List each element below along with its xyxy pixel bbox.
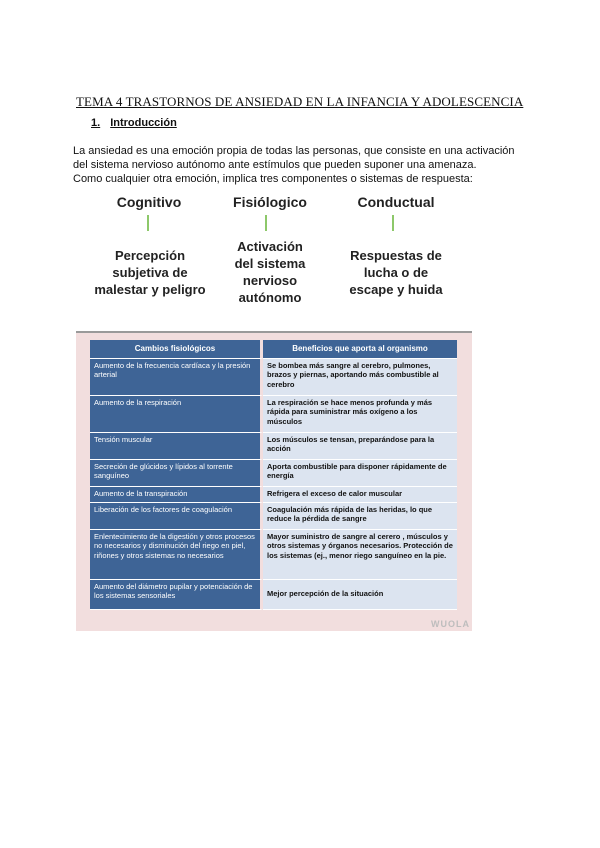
table-row (90, 503, 457, 530)
table-row (90, 580, 457, 610)
table-row (90, 460, 457, 487)
component-body-line: Respuestas de (350, 248, 442, 263)
intro-paragraph (73, 144, 533, 186)
component-body-cognitivo (70, 247, 230, 298)
table-cell: Aporta combustible para disponer rápidamente de energía (263, 460, 457, 487)
page-title: TEMA 4 TRASTORNOS DE ANSIEDAD EN LA INFANCIA Y ADOLESCENCIA (76, 94, 524, 109)
component-head: Conductual (357, 194, 435, 210)
section-label: Introducción (110, 117, 177, 129)
component-body-line: Percepción (114, 248, 186, 263)
table-cell: Secreción de glúcidos y lípidos al torrente sanguíneo (90, 460, 263, 487)
table-row (90, 433, 457, 460)
component-cognitivo (108, 194, 190, 210)
table-cell: Mayor suministro de sangre al cerero , músculos y otros sistemas y órganos necesarios. Protección de los sistemas (ej., menor riego sanguíneo en la pie. (263, 530, 457, 580)
component-body-line: nervioso (242, 273, 298, 288)
component-body-line: del sistema (234, 256, 306, 271)
table-cell: Refrigera el exceso de calor muscular (263, 487, 457, 503)
table-row (90, 396, 457, 433)
response-components-diagram (60, 192, 480, 312)
table-cell: Aumento de la frecuencia cardíaca y la presión arterial (90, 359, 263, 396)
table-cell: Aumento del diámetro pupilar y potenciación de los sistemas sensoriales (90, 580, 263, 610)
table-row (90, 487, 457, 503)
table-cell: Los músculos se tensan, preparándose para la acción (263, 433, 457, 460)
table-row (90, 530, 457, 580)
section-number: 1. (91, 117, 101, 129)
table-cell: La respiración se hace menos profunda y más rápida para suministrar más oxígeno a los músculos (263, 396, 457, 433)
component-body-conductual (336, 247, 456, 298)
paragraph-line: La ansiedad es una emoción propia de todas las personas, que consiste en una activación (73, 145, 515, 157)
physiological-changes-table (90, 340, 457, 610)
section-heading (91, 117, 177, 129)
component-fisiologico (220, 194, 320, 210)
column-header: Beneficios que aporta al organismo (263, 340, 457, 359)
component-body-fisiologico (220, 238, 320, 306)
component-body-line: escape y huida (349, 282, 443, 297)
watermark: WUOLA (431, 619, 470, 629)
component-body-line: subjetiva de (112, 265, 188, 280)
component-body-line: lucha o de (363, 265, 429, 280)
column-header: Cambios fisiológicos (90, 340, 263, 359)
paragraph-line: Como cualquier otra emoción, implica tres componentes o sistemas de respuesta: (73, 173, 473, 185)
table-cell: Enlentecimiento de la digestión y otros procesos no necesarios y disminución del riego en piel, riñones y otros sistemas no necesarios (90, 530, 263, 580)
component-body-line: autónomo (238, 290, 302, 305)
component-head: Fisiólogico (233, 194, 307, 210)
table-cell: Tensión muscular (90, 433, 263, 460)
table-header-row (90, 340, 457, 359)
component-head: Cognitivo (116, 194, 182, 210)
component-conductual (346, 194, 446, 210)
table-cell: Coagulación más rápida de las heridas, lo que reduce la pérdida de sangre (263, 503, 457, 530)
table-cell: Liberación de los factores de coagulación (90, 503, 263, 530)
table-cell: Aumento de la transpiración (90, 487, 263, 503)
paragraph-line: del sistema nervioso autónomo ante estímulos que pueden suponer una amenaza. (73, 159, 477, 171)
table-row (90, 359, 457, 396)
table-cell: Aumento de la respiración (90, 396, 263, 433)
component-body-line: malestar y peligro (94, 282, 206, 297)
component-body-line: Activación (237, 239, 303, 254)
physiological-changes-table-image (76, 331, 472, 631)
table-cell: Se bombea más sangre al cerebro, pulmones, brazos y piernas, aportando más combustible al cerebro (263, 359, 457, 396)
table-cell: Mejor percepción de la situación (263, 580, 457, 610)
